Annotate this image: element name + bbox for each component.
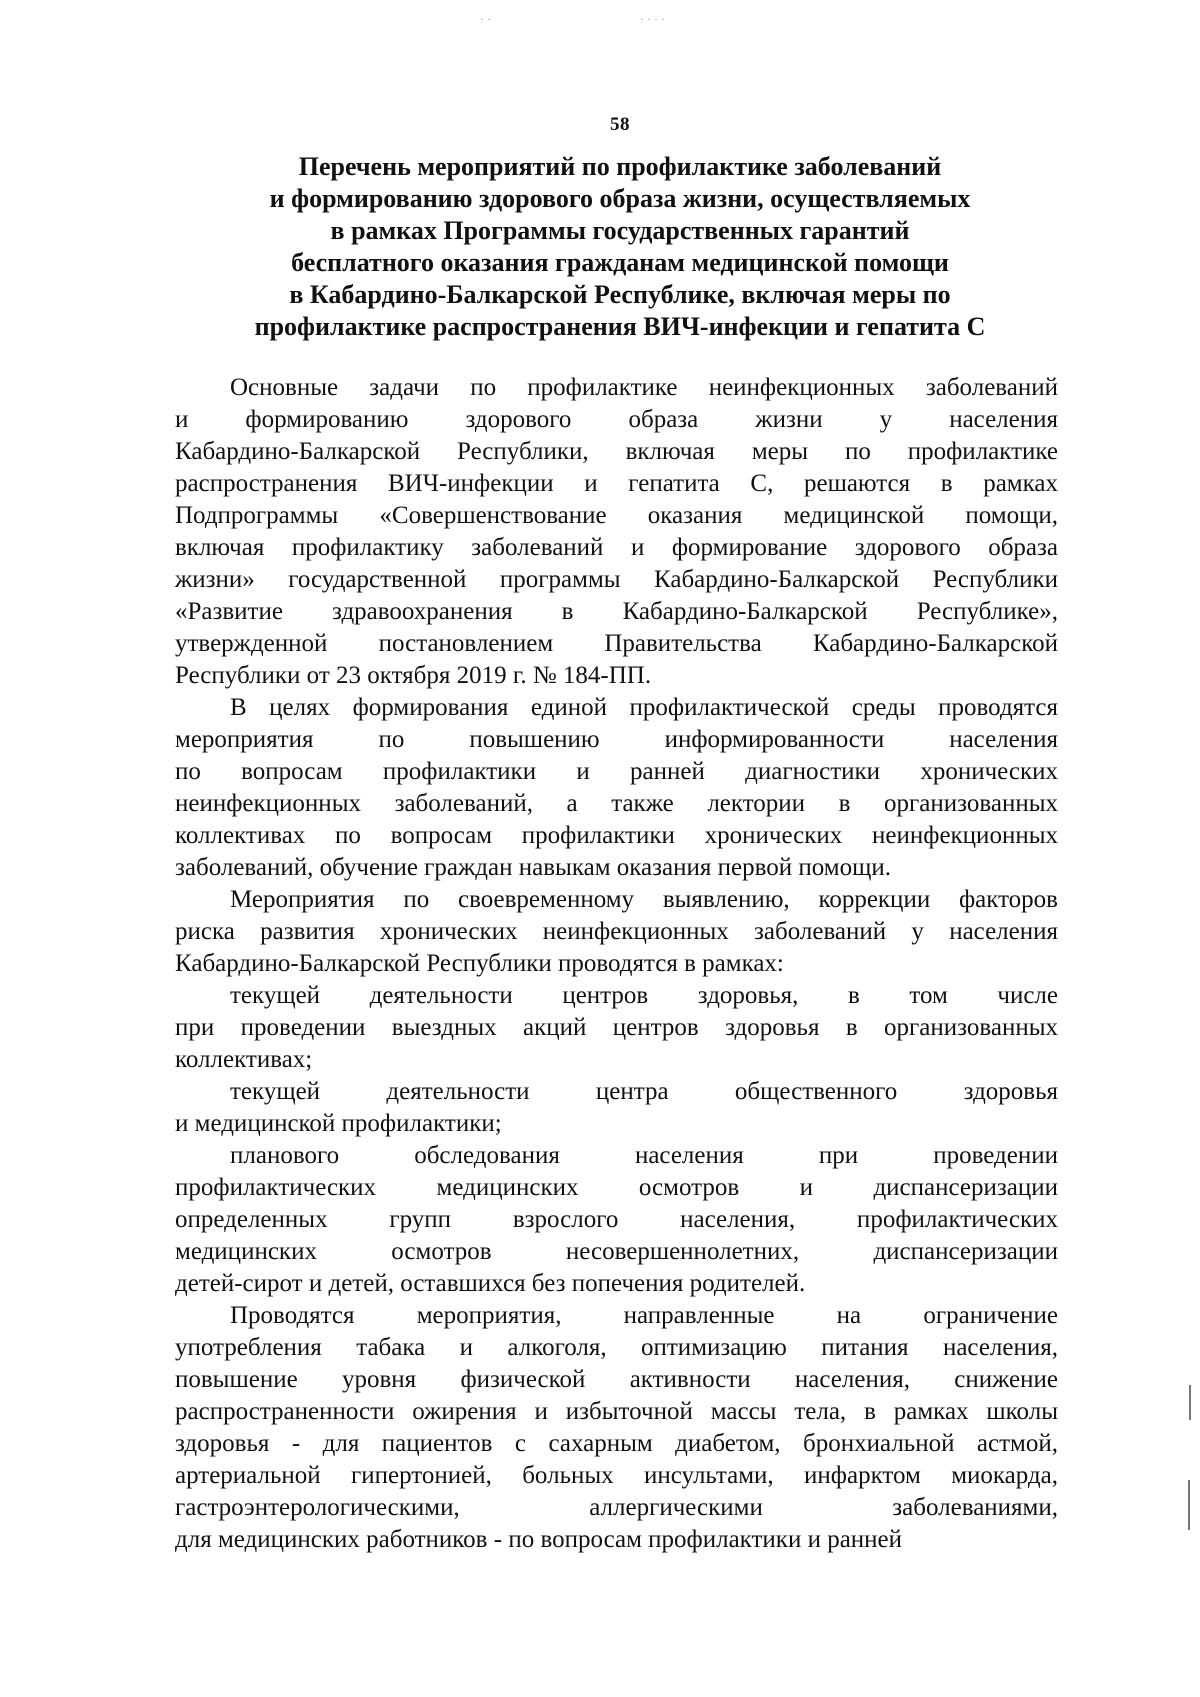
page-number: 58 (610, 114, 630, 135)
text-line: распространенности ожирения и избыточной массы тела, в рамках школы (175, 1398, 1058, 1425)
text-line: коллективах; (175, 1046, 313, 1073)
text-line: медицинских осмотров несовершеннолетних, диспансеризации (175, 1238, 1058, 1265)
text-line: профилактических медицинских осмотров и диспансеризации (175, 1174, 1058, 1201)
scan-edge-mark (1188, 1480, 1190, 1530)
text-line: заболеваний, обучение граждан навыкам оказания первой помощи. (175, 854, 891, 881)
text-line: по вопросам профилактики и ранней диагностики хронических (175, 758, 1058, 785)
text-line: риска развития хронических неинфекционных заболеваний у населения (175, 918, 1058, 945)
text-line: мероприятия по повышению информированности населения (175, 726, 1058, 753)
scan-edge-mark (1189, 1385, 1191, 1420)
text-line: Республики от 23 октября 2019 г. № 184-ПП. (175, 662, 652, 689)
text-line: здоровья - для пациентов с сахарным диабетом, бронхиальной астмой, (175, 1430, 1058, 1457)
text-line: текущей деятельности центров здоровья, в том числе (230, 982, 1058, 1009)
text-line: Основные задачи по профилактике неинфекционных заболеваний (230, 374, 1058, 401)
body-paragraph (175, 884, 1058, 980)
text-line: и медицинской профилактики; (175, 1110, 502, 1137)
text-line: Мероприятия по своевременному выявлению, коррекции факторов (230, 886, 1058, 913)
text-line: Подпрограммы «Совершенствование оказания медицинской помощи, (175, 502, 1058, 529)
text-line: «Развитие здравоохранения в Кабардино-Балкарской Республике», (175, 598, 1058, 625)
document-title (200, 151, 1040, 343)
document-body (175, 372, 1058, 1556)
text-line: детей-сирот и детей, оставшихся без попечения родителей. (175, 1270, 806, 1297)
text-line: В целях формирования единой профилактической среды проводятся (230, 694, 1058, 721)
text-line: артериальной гипертонией, больных инсультами, инфарктом миокарда, (175, 1462, 1058, 1489)
text-line: употребления табака и алкоголя, оптимизацию питания населения, (175, 1334, 1058, 1361)
body-paragraph (175, 372, 1058, 692)
text-line: текущей деятельности центра общественного здоровья (230, 1078, 1058, 1105)
title-line: профилактике распространения ВИЧ-инфекции и гепатита С (254, 312, 986, 341)
text-line: неинфекционных заболеваний, а также лектории в организованных (175, 790, 1058, 817)
text-line: коллективах по вопросам профилактики хронических неинфекционных (175, 822, 1058, 849)
body-paragraph (175, 980, 1058, 1076)
body-paragraph (175, 692, 1058, 884)
text-line: распространения ВИЧ-инфекции и гепатита С, решаются в рамках (175, 470, 1058, 497)
scan-artifact: · · · · (640, 12, 665, 26)
text-line: Проводятся мероприятия, направленные на ограничение (230, 1302, 1058, 1329)
body-paragraph (175, 1076, 1058, 1140)
text-line: и формированию здорового образа жизни у населения (175, 406, 1058, 433)
text-line: планового обследования населения при проведении (230, 1142, 1058, 1169)
scan-artifact: · · (480, 12, 491, 26)
body-paragraph (175, 1140, 1058, 1300)
text-line: утвержденной постановлением Правительства Кабардино-Балкарской (175, 630, 1058, 657)
title-line: в рамках Программы государственных гарантий (330, 216, 910, 245)
text-line: для медицинских работников - по вопросам профилактики и ранней (175, 1526, 903, 1553)
body-paragraph (175, 1300, 1058, 1556)
text-line: включая профилактику заболеваний и формирование здорового образа (175, 534, 1058, 561)
text-line: Кабардино-Балкарской Республики проводятся в рамках: (175, 950, 784, 977)
title-line: Перечень мероприятий по профилактике заболеваний (298, 152, 942, 181)
text-line: гастроэнтерологическими, аллергическими заболеваниями, (175, 1494, 1058, 1521)
title-line: и формированию здорового образа жизни, осуществляемых (269, 184, 971, 213)
title-line: в Кабардино-Балкарской Республике, включая меры по (289, 280, 951, 309)
text-line: жизни» государственной программы Кабардино-Балкарской Республики (175, 566, 1058, 593)
text-line: определенных групп взрослого населения, профилактических (175, 1206, 1058, 1233)
title-line: бесплатного оказания гражданам медицинской помощи (291, 248, 949, 277)
text-line: повышение уровня физической активности населения, снижение (175, 1366, 1058, 1393)
text-line: при проведении выездных акций центров здоровья в организованных (175, 1014, 1058, 1041)
text-line: Кабардино-Балкарской Республики, включая меры по профилактике (175, 438, 1058, 465)
